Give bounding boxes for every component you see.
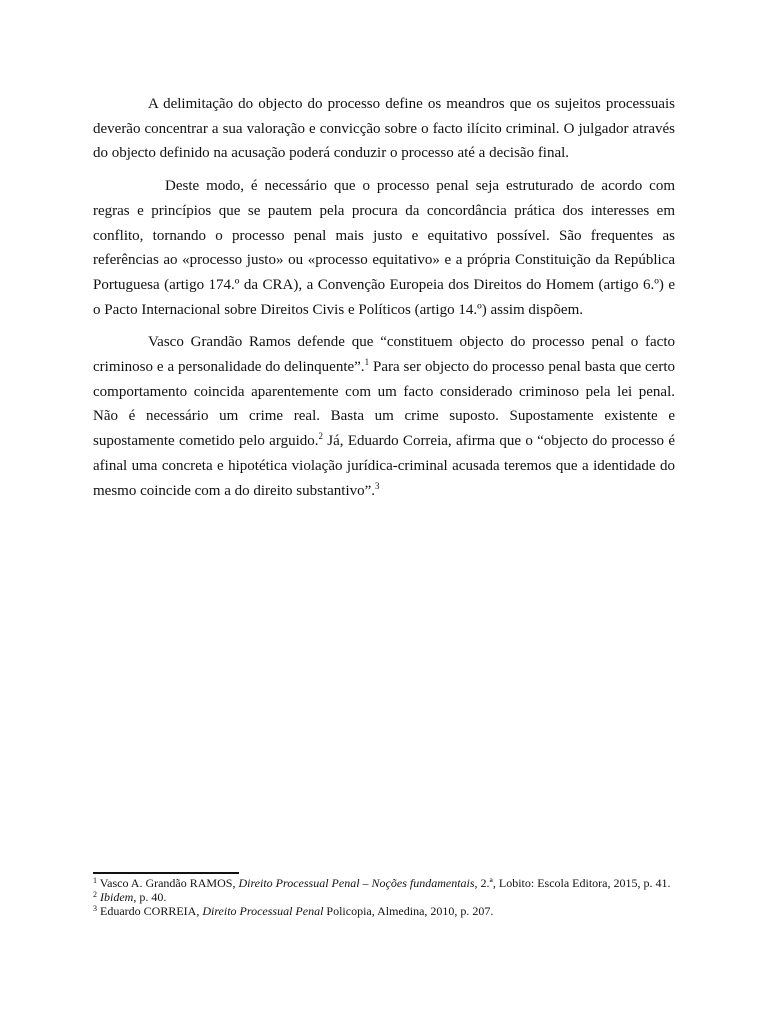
paragraph-2: Deste modo, é necessário que o processo penal seja estruturado de acordo com regras e princípios que se pautem pela procura da concordância prática dos interesses em conflito, tornando o processo penal mais justo e equitativo possível. São frequentes as referências ao «processo justo» ou «processo equitativo» e a própria Constituição da República Portuguesa (artigo 174.º da CRA), a Convenção Europeia dos Direitos do Homem (artigo 6.º) e o Pacto Internacional sobre Direitos Civis e Políticos (artigo 14.º) assim dispõem. — [93, 178, 675, 318]
footnote-separator — [93, 872, 239, 874]
footnote-1-number: 1 — [93, 876, 97, 885]
footnote-reference-1: 1 — [364, 357, 370, 368]
footnote-3-details: Policopia, Almedina, 2010, p. 207. — [323, 904, 494, 918]
footnote-3 — [93, 904, 675, 918]
footnote-1-title: Direito Processual Penal – Noções fundamentais — [238, 876, 475, 890]
footnote-3-number: 3 — [93, 904, 97, 913]
footnotes-section — [93, 872, 675, 918]
footnote-1 — [93, 876, 675, 890]
footnote-1-text: Vasco A. Grandão RAMOS, — [97, 876, 239, 890]
footnote-2-number: 2 — [93, 890, 97, 899]
footnote-reference-2: 2 — [318, 431, 323, 442]
footnote-1-details: , 2.ª, Lobito: Escola Editora, 2015, p. 41. — [474, 876, 671, 890]
paragraph-3 — [93, 330, 675, 503]
footnote-3-title: Direito Processual Penal — [202, 904, 324, 918]
paragraph-3-text-1: Vasco Grandão Ramos defende que “constituem objecto do processo penal o facto criminoso e a personalidade do delinquente”. — [93, 334, 675, 376]
footnote-2-details: , p. 40. — [133, 890, 167, 904]
paragraph-3-text-2: Para ser objecto do processo penal basta que certo comportamento coincida aparentemente com um facto considerado criminoso pela lei penal. Não é necessário um crime real. Basta um crime suposto. Supostamente existente e supostamente cometido pelo arguido. — [93, 359, 675, 450]
footnote-2 — [93, 890, 675, 904]
paragraph-1: A delimitação do objecto do processo define os meandros que os sujeitos processuais deverão concentrar a sua valoração e convicção sobre o facto ilícito criminal. O julgador através do objecto definido na acusação poderá conduzir o processo até a decisão final. — [93, 96, 675, 162]
footnote-3-text: Eduardo CORREIA, — [97, 904, 203, 918]
paragraph-3-text-3: Já, Eduardo Correia, afirma que o “objecto do processo é afinal uma concreta e hipotética violação jurídica-criminal acusada teremos que a identidade do mesmo coincide com a do direito substantivo”. — [93, 433, 675, 499]
footnote-2-title: Ibidem — [100, 890, 134, 904]
footnote-reference-3: 3 — [375, 480, 380, 491]
document-body — [93, 92, 675, 511]
